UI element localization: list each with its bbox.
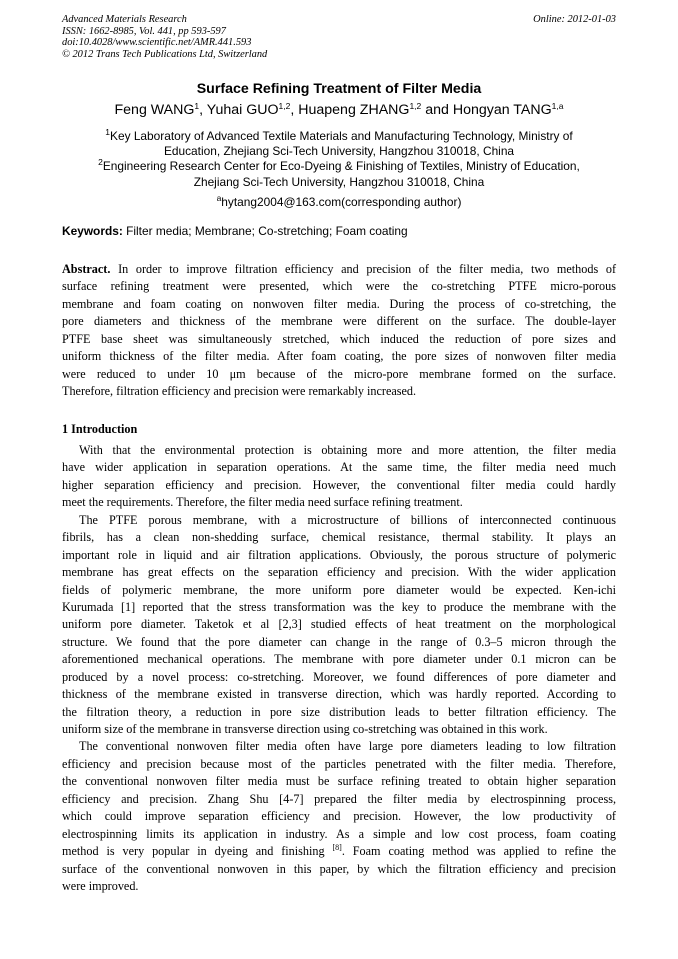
keywords-label: Keywords:	[62, 224, 123, 238]
abstract-line: uniform thickness of the filter media. After foam coating, the pore sizes of nonwoven filter media	[62, 349, 616, 364]
author-list	[62, 100, 616, 120]
keywords-text: Filter media; Membrane; Co-stretching; Foam coating	[122, 224, 408, 238]
abstract-text: In order to improve filtration efficiency and precision of the filter media, two methods of	[110, 262, 616, 276]
issn-line: ISSN: 1662-8985, Vol. 441, pp 593-597	[62, 25, 226, 37]
keywords	[62, 224, 616, 239]
abstract-line: PTFE base sheet was simultaneously stretched, which induced the reduction of pore sizes and	[62, 331, 616, 346]
abstract	[62, 261, 616, 401]
paragraph-line: aforementioned mechanical operations. The membrane with pore diameter under 0.1 micron can be	[62, 652, 616, 667]
paragraph-line: which could improve separation efficiency and precision. However, the low productivity of	[62, 809, 616, 824]
abstract-line: were reduced to under 10 μm because of the micro-pore membrane formed on the surface.	[62, 366, 616, 381]
author-name: Hongyan TANG	[452, 102, 552, 118]
abstract-line: surface refining treatment were presented, which were the co-stretching PTFE micro-porous	[62, 279, 616, 294]
text-run: method is very popular in dyeing and finishing	[62, 844, 333, 859]
paragraph-line: The conventional nonwoven filter media often have large pore diameters leading to low filtration	[79, 739, 616, 754]
citation-reference: [8]	[332, 843, 342, 853]
paragraph-line: With that the environmental protection is obtaining more and more attention, the filter media	[79, 443, 616, 457]
paragraph-line: important role in liquid and air filtration applications. Obviously, the porous structure of polymeric	[62, 547, 616, 562]
author-name: Huapeng ZHANG	[298, 102, 410, 118]
author-name: Feng WANG	[114, 102, 195, 118]
affiliation-1-line-1	[62, 129, 616, 144]
affiliation-1-line-2: Education, Zhejiang Sci-Tech University, Hangzhou 310018, China	[163, 144, 515, 159]
affiliation-2-line-1	[62, 159, 616, 174]
affiliations	[62, 129, 616, 190]
paragraph-line: produced by a novel process: co-stretching. Moreover, we found differences of pore diameter and	[62, 669, 616, 684]
section-heading-introduction: 1 Introduction	[62, 422, 138, 436]
paragraph-line: the conventional nonwoven filter media must be surface refining treated to obtain higher separation	[62, 774, 616, 789]
paragraph-line: membrane has great effects on the separation efficiency and precision. With the wider application	[62, 565, 616, 580]
abstract-line: pore diameters and thickness of the membrane were different on the surface. The double-layer	[62, 314, 616, 329]
paragraph-line: fields of polymeric membrane, the more uniform pore diameter would be expected. Ken-ichi	[62, 582, 616, 597]
paragraph-line: uniform size of the membrane in transverse direction using co-stretching was obtained in this work.	[62, 722, 548, 736]
online-date: Online: 2012-01-03	[533, 14, 616, 25]
abstract-line	[62, 261, 616, 278]
paragraph-line: Kurumada [1] reported that the stress transformation was the key to produce the membrane with the	[62, 599, 616, 614]
corresponding-email	[62, 195, 616, 210]
paragraph-line: efficiency and precision. Zhang Shu [4-7] prepared the filter media by electrospinning process,	[62, 791, 616, 806]
paragraph-line: fibrils, has a clean non-shedding surface, chemical resistance, thermal stability. It plays an	[62, 530, 616, 545]
affiliation-mark: 2	[98, 157, 103, 168]
author-name: Yuhai GUO	[206, 102, 279, 118]
journal-name: Advanced Materials Research	[62, 14, 187, 25]
abstract-line: Therefore, filtration efficiency and precision were remarkably increased.	[62, 384, 417, 399]
paragraph-line: thickness of the membrane existed in transverse direction, which was hardly reported. According to	[62, 687, 616, 702]
copyright-line: © 2012 Trans Tech Publications Ltd, Switzerland	[62, 48, 268, 60]
paragraph-line: structure. We found that the pore diameter can change in the range of 0.3–5 micron through the	[62, 634, 616, 649]
abstract-label: Abstract.	[62, 262, 111, 276]
paragraph-line: The PTFE porous membrane, with a microstructure of billions of interconnected continuous	[79, 512, 616, 527]
email-mark: a	[216, 193, 222, 203]
text-run: . Foam coating method was applied to refine the	[341, 844, 616, 859]
author-affiliation-mark: 1,2	[409, 101, 422, 111]
paragraph-line: meet the requirements. Therefore, the filter media need surface refining treatment.	[62, 495, 463, 510]
paragraph-line: uniform pore diameter. Taketok et al [2,3] studied effects of heat treatment on the morphological	[62, 617, 616, 632]
paper-title: Surface Refining Treatment of Filter Media	[196, 81, 482, 97]
journal-header	[62, 14, 616, 60]
affiliation-text: Engineering Research Center for Eco-Dyeing & Finishing of Textiles, Ministry of Education,	[102, 159, 580, 174]
affiliation-2-line-2: Zhejiang Sci-Tech University, Hangzhou 310018, China	[193, 174, 485, 189]
paragraph-line: surface of the conventional nonwoven in this paper, by which the filtration efficiency and precision	[62, 861, 616, 876]
paragraph-line	[62, 843, 616, 860]
author-conjunction: and	[421, 102, 453, 118]
paragraph-line: electrospinning limits its application in industry. As a simple and low cost process, foam coating	[62, 826, 616, 841]
author-separator: ,	[199, 102, 207, 118]
abstract-line: membrane and foam coating on nonwoven filter media. During the process of co-stretching, the	[62, 296, 616, 311]
paragraph-line: efficiency and precision because most of the particles penetrated with the filter media. Therefore,	[62, 756, 616, 771]
paragraph-line: the filtration theory, a reduction in pore size distribution leads to better filtration efficiency. The	[62, 704, 616, 719]
introduction-body	[62, 442, 616, 895]
author-affiliation-mark: 1	[194, 101, 200, 111]
author-affiliation-mark: 1,a	[551, 101, 564, 111]
paragraph-line: were improved.	[62, 878, 139, 893]
paragraph-line: higher separation efficiency and precision. However, the conventional filter media could hardly	[62, 477, 616, 492]
email-text: hytang2004@163.com(corresponding author)	[221, 195, 462, 209]
paragraph-line: have wider application in separation operations. At the same time, the filter media need much	[62, 460, 616, 475]
author-separator: ,	[290, 102, 299, 118]
affiliation-mark: 1	[105, 127, 111, 137]
doi-line: doi:10.4028/www.scientific.net/AMR.441.593	[62, 37, 252, 49]
author-affiliation-mark: 1,2	[278, 101, 291, 111]
affiliation-text: Key Laboratory of Advanced Textile Materials and Manufacturing Technology, Ministry of	[110, 129, 573, 143]
